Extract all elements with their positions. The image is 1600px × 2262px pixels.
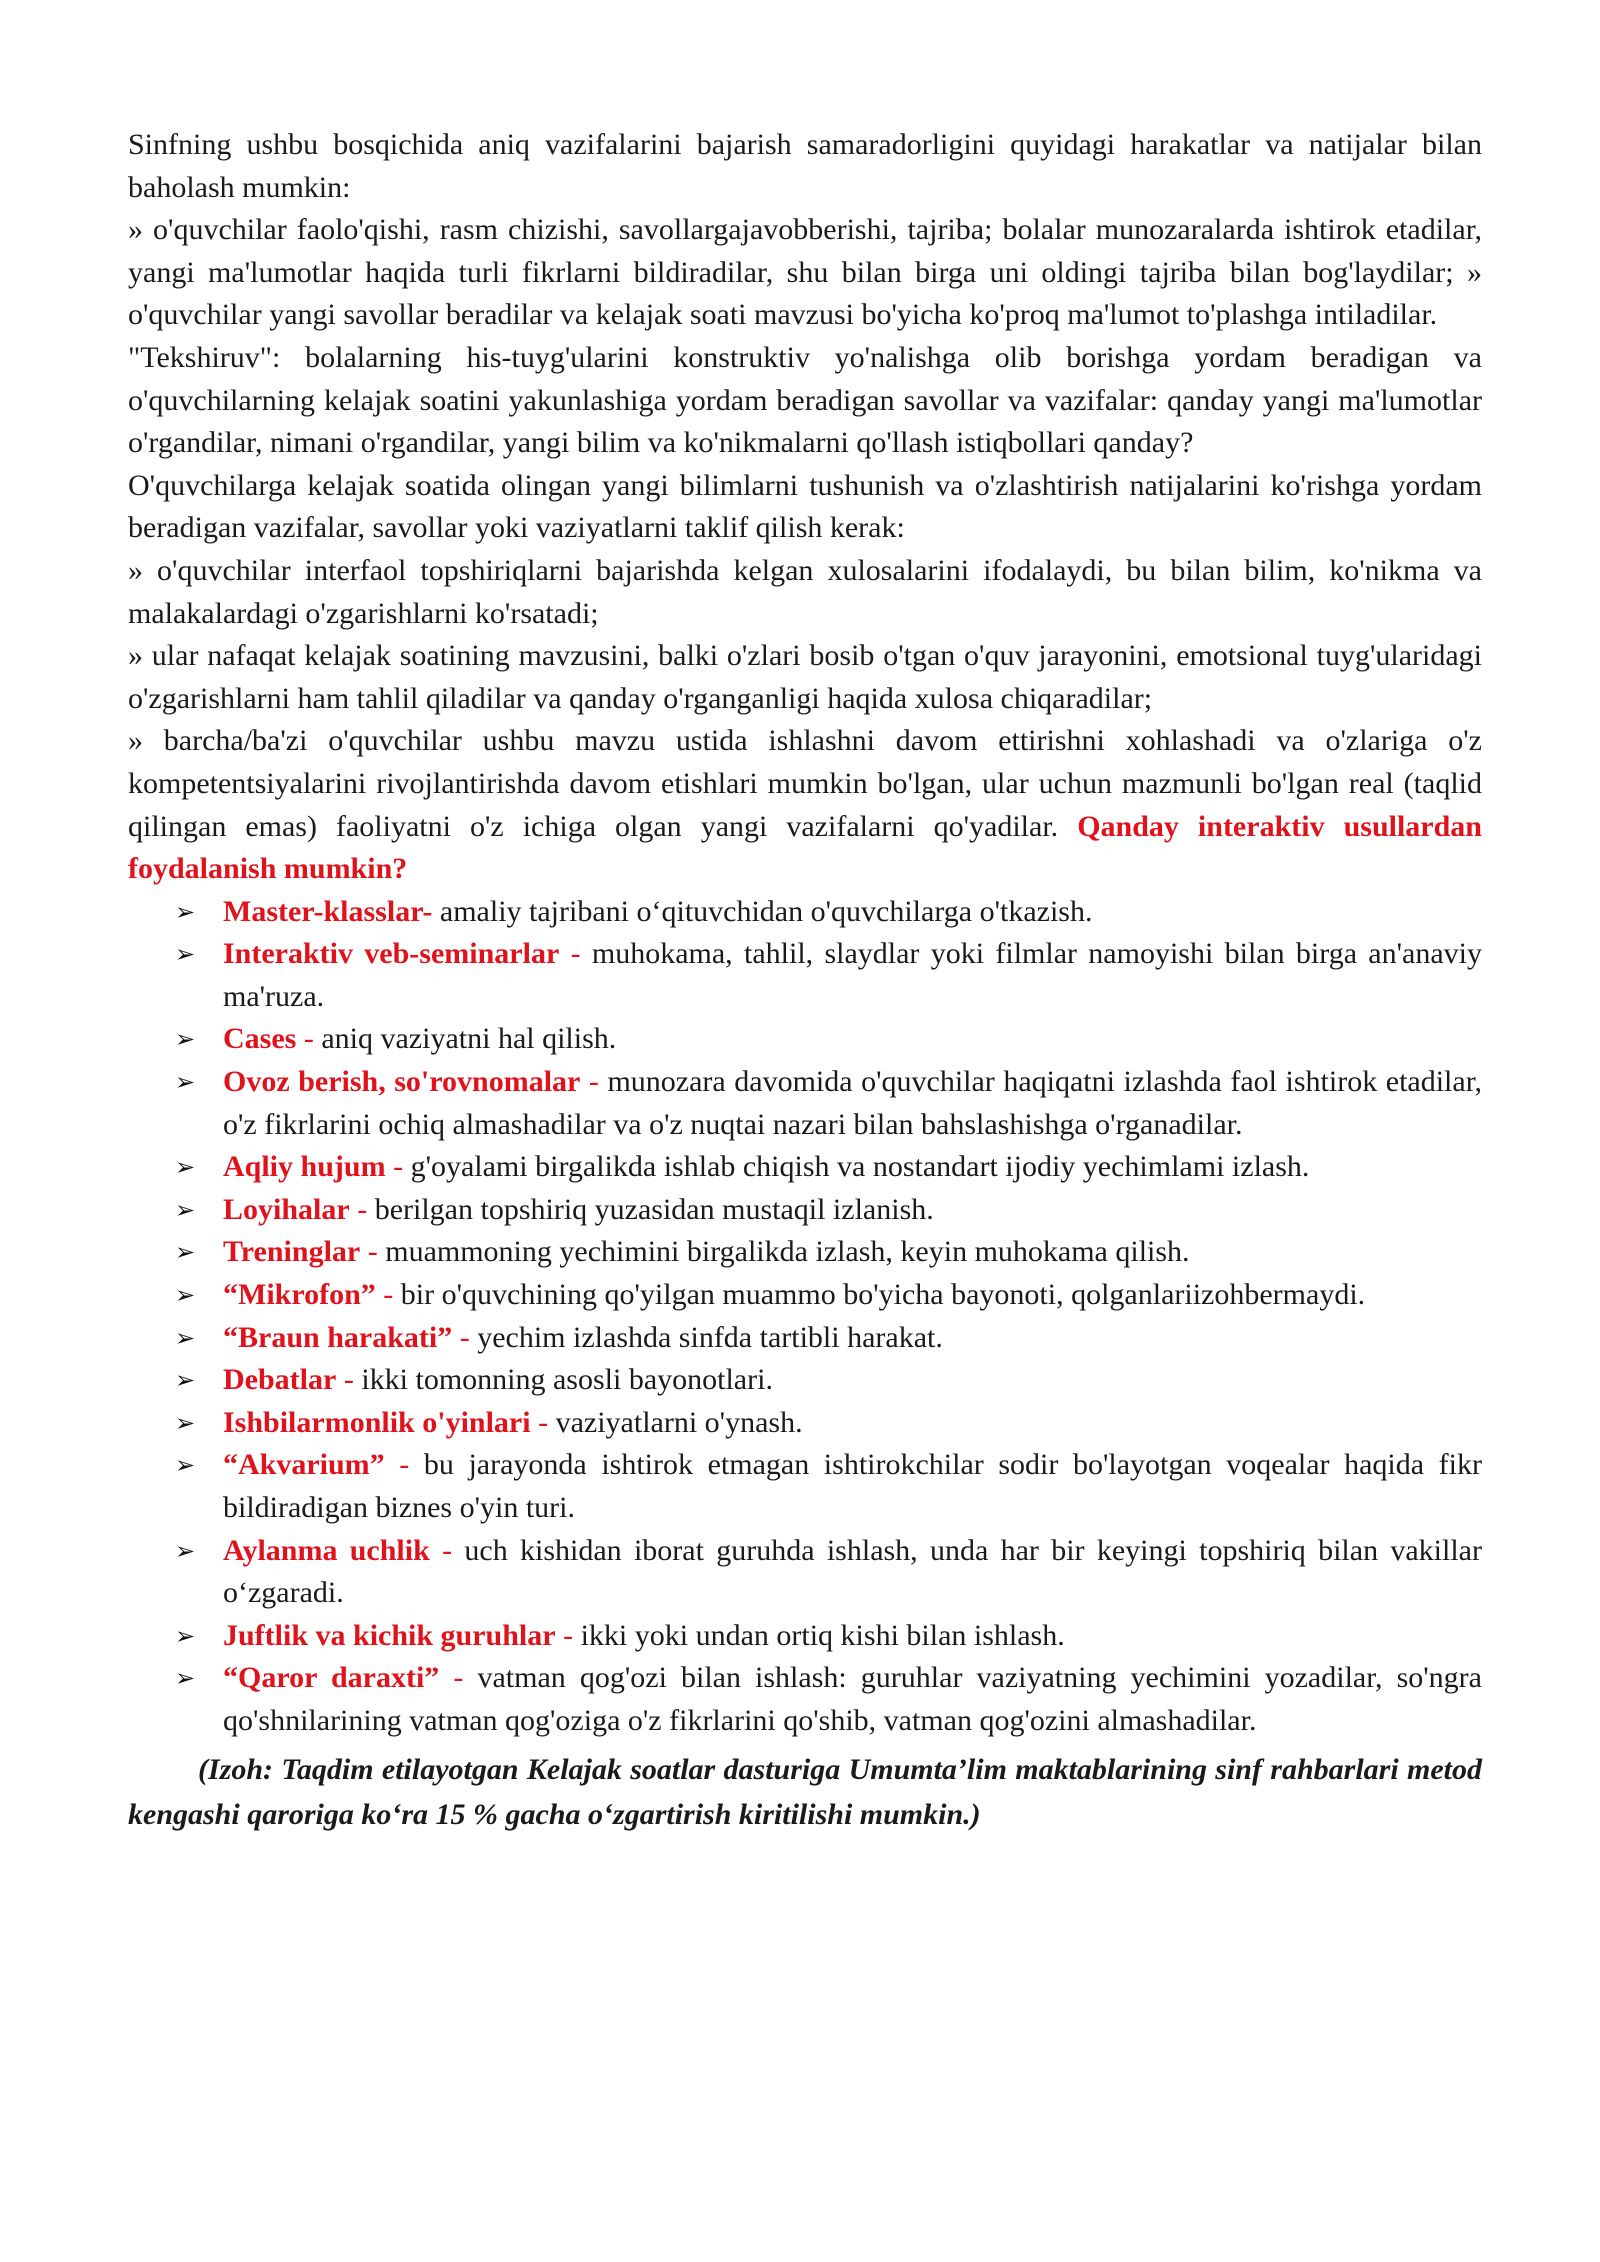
method-item: [175, 1657, 1482, 1742]
method-description: yechim izlashda sinfda tartibli harakat.: [469, 1320, 943, 1354]
method-item: [175, 1146, 1482, 1189]
paragraph-analysis: » ular nafaqat kelajak soatining mavzusini, balki o'zlari bosib o'tgan o'quv jarayonini, emotsional tuyg'ularidagi o'zgarishlarni ham tahlil qiladilar va qanday o'rganganligi haqida xulosa chiqaradilar;: [128, 639, 1482, 715]
method-separator: -: [360, 1235, 378, 1269]
method-description: ikki tomonning asosli bayonotlari.: [353, 1363, 773, 1397]
paragraph-tekshiruv: "Tekshiruv": bolalarning his-tuyg'ularini konstruktiv yo'nalishga olib borishga yordam beradigan va o'quvchilarning kelajak soatini yakunlashiga yordam beradigan savollar va vazifalar: qanday yangi ma'lumotlar o'rgandilar, nimani o'rgandilar, yangi bilim va ko'nikmalarni qo'llash istiqbollari qanday?: [128, 340, 1482, 460]
method-item: [175, 1444, 1482, 1529]
method-separator: -: [530, 1405, 549, 1439]
method-separator: -: [439, 1661, 464, 1695]
method-description: amaliy tajribani o‘qituvchidan o'quvchilarga o'tkazish.: [432, 894, 1093, 928]
methods-list: [128, 891, 1482, 1743]
method-term: “Akvarium”: [223, 1448, 385, 1482]
method-term: Juftlik va kichik guruhlar: [223, 1618, 556, 1652]
arrow-bullet-icon: ➢: [175, 1451, 196, 1480]
method-description: muhokama, tahlil, slaydlar yoki filmlar namoyishi bilan birga an'anaviy ma'ruza.: [223, 937, 1482, 1013]
method-separator: -: [296, 1022, 314, 1056]
method-separator: -: [384, 1448, 410, 1482]
method-separator: -: [555, 1618, 574, 1652]
footnote-izoh: (Izoh: Taqdim etilayotgan Kelajak soatlar dasturiga Umumta’lim maktablarining sinf rahbarlari metod kengashi qaroriga ko‘ra 15 % gacha o‘zgartirish kiritilishi mumkin.): [128, 1752, 1482, 1831]
method-term: Debatlar: [223, 1363, 337, 1397]
method-separator: -: [375, 1278, 394, 1312]
method-separator: -: [452, 1320, 470, 1354]
method-description: bir o'quvchining qo'yilgan muammo bo'yicha bayonoti, qolganlariizohbermaydi.: [393, 1278, 1366, 1312]
method-item: [175, 933, 1482, 1018]
method-item: [175, 1061, 1482, 1146]
method-item: [175, 1530, 1482, 1615]
method-term: “Mikrofon”: [223, 1278, 376, 1312]
arrow-bullet-icon: ➢: [175, 1195, 196, 1224]
method-separator: -: [349, 1192, 368, 1226]
methods-question: Qanday interaktiv usullardan foydalanish mumkin?: [128, 809, 1482, 886]
method-description: aniq vaziyatni hal qilish.: [313, 1022, 617, 1056]
arrow-bullet-icon: ➢: [175, 1366, 196, 1395]
arrow-bullet-icon: ➢: [175, 1068, 196, 1097]
arrow-bullet-icon: ➢: [175, 1408, 196, 1437]
method-separator: -: [336, 1363, 354, 1397]
method-item: [175, 1274, 1482, 1317]
arrow-bullet-icon: ➢: [175, 1621, 196, 1650]
method-separator: -: [385, 1150, 404, 1184]
method-item: [175, 1615, 1482, 1658]
method-item: [175, 1359, 1482, 1402]
method-item: [175, 1317, 1482, 1360]
method-description: berilgan topshiriq yuzasidan mustaqil izlanish.: [367, 1192, 934, 1226]
method-description: uch kishidan iborat guruhda ishlash, unda har bir keyingi topshiriq bilan vakillar o‘zgaradi.: [223, 1533, 1482, 1610]
method-term: Loyihalar: [223, 1192, 350, 1226]
arrow-bullet-icon: ➢: [175, 1664, 196, 1693]
method-term: Cases: [223, 1022, 297, 1056]
method-item: [175, 1018, 1482, 1061]
method-term: “Qaror daraxti”: [223, 1661, 440, 1695]
arrow-bullet-icon: ➢: [175, 1281, 196, 1310]
method-term: Master-klasslar-: [223, 894, 433, 928]
arrow-bullet-icon: ➢: [175, 940, 196, 969]
arrow-bullet-icon: ➢: [175, 1025, 196, 1054]
method-description: g'oyalami birgalikda ishlab chiqish va nostandart ijodiy yechimlami izlash.: [403, 1150, 1310, 1184]
arrow-bullet-icon: ➢: [175, 1238, 196, 1267]
method-term: “Braun harakati”: [223, 1320, 453, 1354]
method-term: Treninglar: [223, 1235, 361, 1269]
paragraph-continuation: [128, 720, 1482, 890]
method-item: [175, 1402, 1482, 1445]
arrow-bullet-icon: ➢: [175, 897, 196, 926]
method-term: Interaktiv veb-seminarlar: [223, 937, 560, 971]
method-term: Ovoz berish, so'rovnomalar: [223, 1065, 581, 1099]
method-separator: -: [580, 1065, 599, 1099]
page-content: [128, 124, 1482, 1837]
method-description: munozara davomida o'quvchilar haqiqatni izlashda faol ishtirok etadilar, o'z fikrlarini ochiq almashadilar va o'z nuqtai nazari bilan bahslashishga o'rganadilar.: [223, 1065, 1482, 1141]
method-description: ikki yoki undan ortiq kishi bilan ishlash.: [573, 1618, 1065, 1652]
method-separator: -: [559, 937, 581, 971]
paragraph-activities: » o'quvchilar faolo'qishi, rasm chizishi, savollargajavobberishi, tajriba; bolalar munozaralarda ishtirok etadilar, yangi ma'lumotlar haqida turli fikrlarni bildiradilar, shu bilan birga uni oldingi tajriba bilan bog'laydilar; » o'quvchilar yangi savollar beradilar va kelajak soati mavzusi bo'yicha ko'proq ma'lumot to'plashga intiladilar.: [128, 213, 1482, 332]
method-description: vatman qog'ozi bilan ishlash: guruhlar vaziyatning yechimini yozadilar, so'ngra qo'shnilarining vatman qog'oziga o'z fikrlarini qo'shib, vatman qog'ozini almashadilar.: [223, 1661, 1482, 1737]
method-separator: -: [429, 1533, 453, 1567]
method-item: [175, 1189, 1482, 1232]
method-term: Aylanma uchlik: [223, 1533, 430, 1567]
method-term: Aqliy hujum: [223, 1150, 386, 1184]
arrow-bullet-icon: ➢: [175, 1536, 196, 1565]
method-term: Ishbilarmonlik o'yinlari: [223, 1405, 531, 1439]
method-item: [175, 891, 1482, 934]
paragraph-tasks: O'quvchilarga kelajak soatida olingan yangi bilimlarni tushunish va o'zlashtirish natijalarini ko'rishga yordam beradigan vazifalar, savollar yoki vaziyatlarni taklif qilish kerak:: [128, 468, 1482, 545]
method-description: vaziyatlarni o'ynash.: [548, 1405, 803, 1439]
method-description: muammoning yechimini birgalikda izlash, keyin muhokama qilish.: [377, 1235, 1190, 1269]
paragraph-continuation-text: » barcha/ba'zi o'quvchilar ushbu mavzu ustida ishlashni davom ettirishni xohlashadi va o'zlariga o'z kompetentsiyalarini rivojlantirishda davom etishlari mumkin bo'lgan, ular uchun mazmunli bo'lgan real (taqlid qilingan emas) faoliyatni o'z ichiga olgan yangi vazifalarni qo'yadilar.: [128, 724, 1482, 843]
paragraph-intro: Sinfning ushbu bosqichida aniq vazifalarini bajarish samaradorligini quyidagi harakatlar va natijalar bilan baholash mumkin:: [128, 128, 1482, 204]
arrow-bullet-icon: ➢: [175, 1153, 196, 1182]
method-description: bu jarayonda ishtirok etmagan ishtirokchilar sodir bo'layotgan voqealar haqida fikr bildiradigan biznes o'yin turi.: [223, 1448, 1482, 1524]
method-item: [175, 1231, 1482, 1274]
arrow-bullet-icon: ➢: [175, 1323, 196, 1352]
paragraph-conclusions: » o'quvchilar interfaol topshiriqlarni bajarishda kelgan xulosalarini ifodalaydi, bu bilan bilim, ko'nikma va malakalardagi o'zgarishlarni ko'rsatadi;: [128, 553, 1482, 630]
